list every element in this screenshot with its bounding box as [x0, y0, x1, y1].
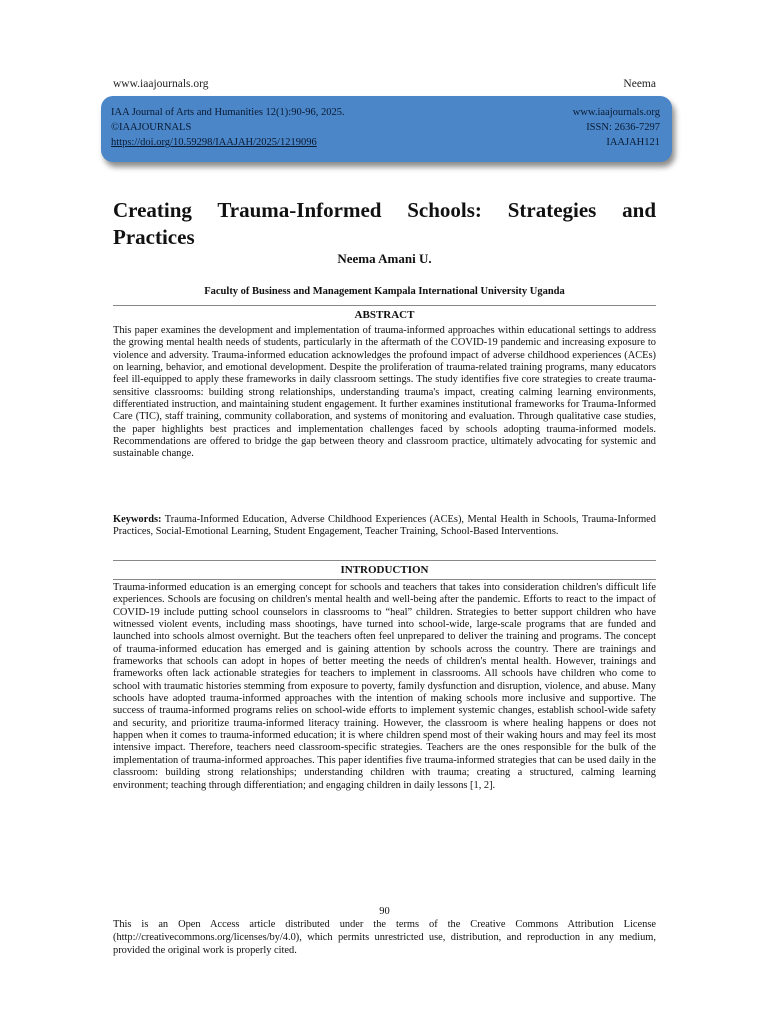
banner-left-block [111, 105, 345, 150]
introduction-top-divider [113, 560, 656, 561]
journal-citation: IAA Journal of Arts and Humanities 12(1):90-96, 2025. [111, 107, 345, 118]
journal-website-link[interactable]: www.iaajournals.org [572, 107, 660, 118]
abstract-top-divider [113, 305, 656, 306]
banner-right-block [573, 105, 660, 150]
abstract-heading: ABSTRACT [354, 309, 415, 321]
introduction-text: Trauma-informed education is an emerging concept for schools and teachers that takes into consideration children's difficult life experiences. Schools are focusing on children's mental health and well-being after the pandemic. Efforts to react to the impact of COVID-19 include putting school counselors in classrooms to “heal” children. Strategies to better support children who have witnessed violent events, including mass shootings, have turned into school-wide, large-scale programs that are funded and launched into schools almost overnight. But the teachers often feel unprepared to deliver the training and programs. The concept of trauma-informed education has emerged and is gaining attention by schools across the country. There are trainings and frameworks that schools can adopt in hopes of better meeting the needs of children's mental health. However, trainings and frameworks often lack actionable strategies for teachers to implement in classrooms. All schools have children who come to school with traumatic histories stemming from exposure to poverty, family dysfunction and disruption, violence, and abuse. Many schools have adopted trauma-informed approaches with the intention of making schools more inclusive and supportive. The success of trauma-informed programs relies on school-wide efforts to implement systemic changes, establish school-wide safety and security, and prioritize trauma-informed literacy training. However, the classroom is where healing happens or does not happen when it comes to trauma-informed education; it is where children spend most of their waking hours and may feel its most intensive impact. Therefore, teachers need classroom-specific strategies. Teachers are the ones responsible for the bulk of the implementation of trauma-informed approaches. This paper identifies five trauma-informed strategies that can be used daily in the classroom: building strong relationships; understanding children with trauma; creating a structured, calming learning environment; teaching through differentiation; and engaging children in daily lessons [1, 2]. [113, 582, 656, 791]
author-affiliation: Faculty of Business and Management Kampala International University Uganda [204, 286, 565, 297]
introduction-heading: INTRODUCTION [340, 564, 429, 576]
running-head-author: Neema [623, 78, 656, 90]
doi-link[interactable]: https://doi.org/10.59298/IAAJAH/2025/1219096 [111, 137, 317, 148]
abstract-text: This paper examines the development and implementation of trauma-informed approaches within educational settings to address the growing mental health needs of students, particularly in the aftermath of the COVID-19 pandemic and increasing exposure to violence and adversity. Trauma-informed education acknowledges the profound impact of adverse childhood experiences (ACEs) on learning, behavior, and emotional development. Despite the proliferation of trauma-related training programs, many educators feel ill-equipped to apply these frameworks in daily classroom settings. The study identifies five core strategies to create trauma-sensitive classrooms: building strong relationships, understanding trauma's impact, creating calming learning environments, differentiated instruction, and maintaining student engagement. It further examines institutional frameworks for Trauma-Informed Care (TIC), staff training, community collaboration, and systems of monitoring and evaluation. Through qualitative case studies, the paper highlights best practices and implementation challenges faced by schools adopting trauma-informed models. Recommendations are offered to bridge the gap between theory and classroom practice, ultimately advocating for systemic and sustainable change. [113, 325, 656, 460]
article-title: Creating Trauma-Informed Schools: Strategies and Practices [113, 198, 656, 249]
article-code: IAAJAH121 [606, 137, 660, 148]
author-name: Neema Amani U. [337, 251, 432, 266]
keywords-list: Trauma-Informed Education, Adverse Childhood Experiences (ACEs), Mental Health in Schools, Trauma-Informed Practices, Social-Emotional Learning, Student Engagement, Teacher Training, School-Based Interventions. [113, 514, 656, 538]
journal-banner [101, 96, 672, 162]
running-head-website[interactable]: www.iaajournals.org [113, 78, 209, 90]
copyright-notice: ©IAAJOURNALS [111, 122, 192, 133]
issn-label: ISSN: 2636-7297 [586, 122, 660, 133]
introduction-bottom-divider [113, 579, 656, 580]
keywords-label: Keywords: [113, 514, 162, 525]
license-notice: This is an Open Access article distributed under the terms of the Creative Commons Attribution License (http://creativecommons.org/licenses/by/4.0), which permits unrestricted use, distribution, and reproduction in any medium, provided the original work is properly cited. [113, 919, 656, 956]
running-head [113, 78, 656, 90]
keywords-paragraph [113, 514, 656, 539]
page-number: 90 [379, 906, 390, 917]
